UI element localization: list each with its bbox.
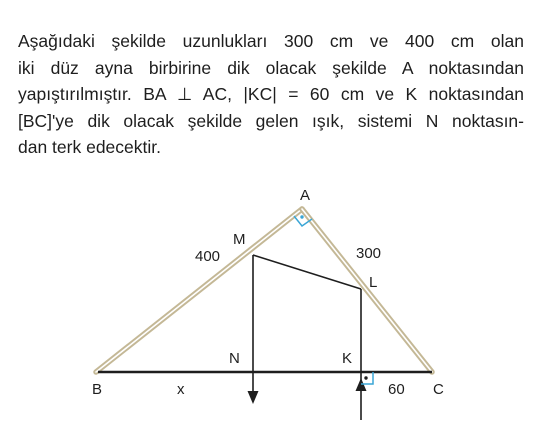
label-length-kc: 60 (388, 381, 405, 398)
mirror-ac (302, 209, 432, 372)
problem-line-1: Aşağıdaki şekilde uzunlukları 300 cm ve 400 cm olan (18, 31, 524, 51)
label-point-l: L (369, 274, 378, 291)
label-point-a: A (300, 187, 311, 204)
label-length-ba: 400 (195, 248, 221, 265)
problem-line-3: yapıştırılmıştır. BA ⊥ AC, |KC| = 60 cm ve K noktasından (18, 84, 524, 104)
label-point-c: C (433, 381, 444, 398)
arrow-down-below-n (248, 391, 259, 404)
label-point-n: N (229, 350, 240, 367)
problem-line-4: [BC]'ye dik olacak şekilde gelen ışık, sistemi N noktasın- (18, 110, 524, 131)
label-point-k: K (342, 350, 353, 367)
problem-line-2: iki düz ayna birbirine dik olacak şekilde A noktasından (18, 57, 524, 78)
problem-line-5: dan terk edecektir. (18, 137, 161, 157)
right-angle-mark-k (361, 372, 373, 384)
label-point-m: M (233, 231, 246, 248)
label-length-bn: x (177, 381, 185, 398)
label-point-b: B (92, 381, 103, 398)
label-length-ac: 300 (356, 245, 382, 262)
mirror-ba (96, 209, 302, 372)
